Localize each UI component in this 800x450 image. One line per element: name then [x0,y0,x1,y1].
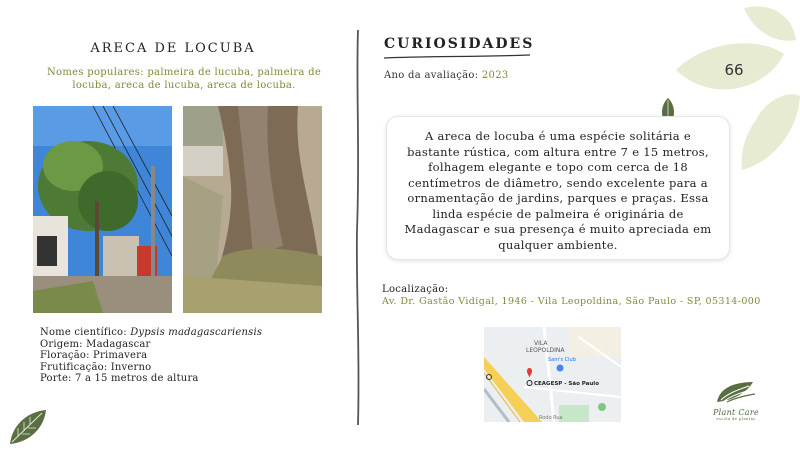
brand-logo [706,380,766,421]
location-map[interactable] [484,327,621,422]
scientific-name-line [40,327,262,339]
description-card [386,116,730,260]
page-number: 66 [724,61,744,79]
leaf-shape [744,6,796,40]
species-title: ARECA DE LOCUBA [90,41,256,56]
size-line: Porte: 7 a 15 metros de altura [40,373,199,384]
map-poi-label: Sam's Club [548,357,576,363]
vertical-divider [352,30,364,425]
fruiting-line: Frutificação: Inverno [40,361,152,373]
map-poi-icon [557,365,564,372]
year-value: 2023 [481,70,509,81]
trunk-photo [183,106,322,313]
leaf-icon [8,408,48,446]
brand-name: Plant Care [712,408,760,417]
flowering-line: Floração: Primavera [40,350,148,361]
origin-line: Origem: Madagascar [40,338,151,350]
scientific-name-value: Dypsis madagascariensis [130,327,263,338]
map-district-line1: VILA [534,340,548,347]
map-place-label: CEAGESP - São Paulo [534,381,599,387]
brand-tagline: escola de plantas [716,417,756,421]
location-label: Localização: [382,284,449,295]
tree-photo [33,106,172,313]
brand-logo-icon [713,380,759,404]
scientific-name-label: Nome científico: [40,327,131,338]
popular-names: Nomes populares: palmeira de lucuba, palmeira de locuba, areca de lucuba, areca de locuba. [46,67,322,91]
map-district-line2: LEOPOLDINA [526,347,565,354]
title-underline [384,54,530,60]
year-label: Ano da avaliação: [384,70,482,81]
species-facts [40,327,262,385]
location-address: Av. Dr. Gastão Vidigal, 1946 - Vila Leopoldina, São Paulo - SP, 05314-000 [382,296,761,307]
evaluation-year [384,70,509,81]
map-street-label: Rodo Rua [539,415,563,421]
leaf-shape [742,94,800,170]
section-title: CURIOSIDADES [384,36,535,52]
description-text: A areca de locuba é uma espécie solitária e bastante rústica, com altura entre 7 e 15 metros, folhagem elegante e topo com cerca de 18 centímetros de diâmetro, sendo excelente para a ornamentação de jardins, parques e praças. Essa linda espécie de palmeira é originária de Madagascar e sua presença é muito apreciada em qualquer ambiente. [404,129,712,252]
